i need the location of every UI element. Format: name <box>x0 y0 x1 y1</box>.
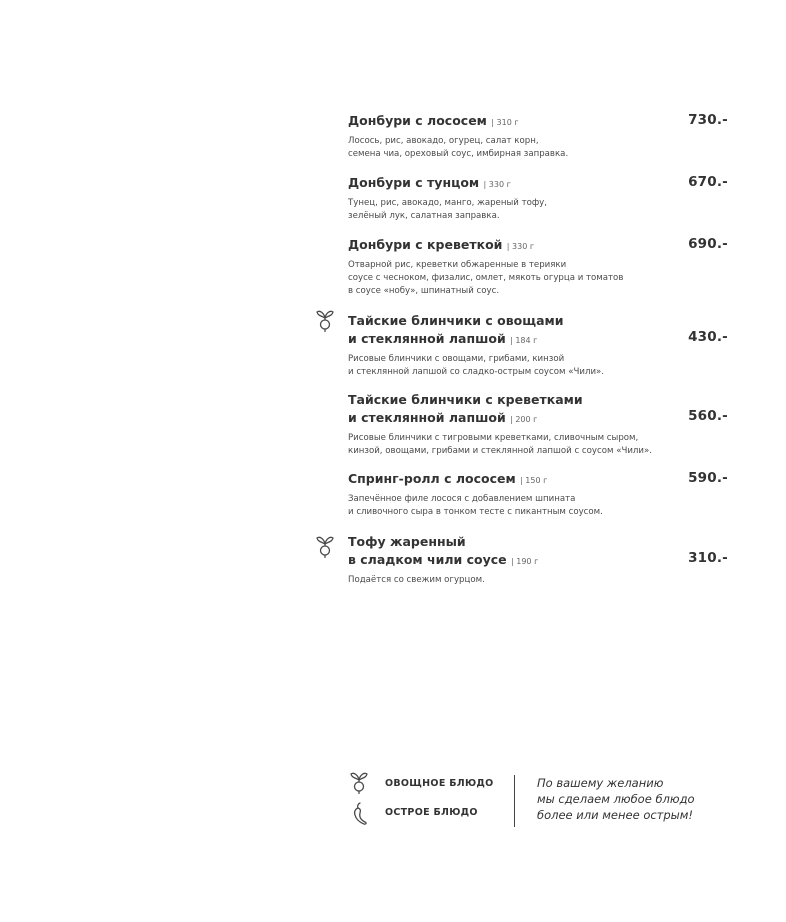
dish-weight: | 200 г <box>510 415 538 424</box>
spiciness-note: По вашему желанию мы сделаем любое блюдо более или менее острым! <box>537 776 695 822</box>
chili-pepper-icon <box>349 801 369 827</box>
radish-icon <box>315 534 335 558</box>
dish-description: Лосось, рис, авокадо, огурец, салат корн, семена чиа, ореховый соус, имбирная заправка. <box>348 136 569 159</box>
dish-description: Подаётся со свежим огурцом. <box>348 575 485 585</box>
dish-price: 670.- <box>688 174 728 190</box>
dish-name-line2: в сладком чили соусе | 190 г <box>348 552 539 567</box>
radish-icon <box>315 308 335 332</box>
dish-description: Рисовые блинчики с овощами, грибами, кинзой и стеклянной лапшой со сладко-острым соусом «Чили». <box>348 354 605 377</box>
dish-weight: | 330 г <box>506 242 535 251</box>
dish-description: Запечённое филе лосося с добавлением шпината и сливочного сыра в тонком тесте с пикантным соусом. <box>348 494 603 517</box>
dish-name: Тайские блинчики с креветками <box>348 392 583 407</box>
dish-price: 430.- <box>688 329 728 345</box>
dish-name: Тофу жаренный <box>348 534 466 549</box>
menu-item <box>348 112 728 161</box>
dish-weight: | 310 г <box>491 118 519 127</box>
dish-name: Спринг-ролл с лососем | 150 г <box>348 471 548 486</box>
dish-name-line2: и стеклянной лапшой | 184 г <box>348 331 538 346</box>
dish-weight: | 190 г <box>511 557 539 566</box>
dish-price: 690.- <box>688 236 728 252</box>
dish-price: 590.- <box>688 470 728 486</box>
legend-divider <box>514 775 515 827</box>
menu-item <box>348 391 728 458</box>
dish-name: Тайские блинчики с овощами <box>348 313 564 328</box>
menu-item <box>348 236 728 297</box>
menu-item <box>348 312 728 379</box>
legend-vegetarian-label: ОВОЩНОЕ БЛЮДО <box>385 778 494 789</box>
legend-spicy-label: ОСТРОЕ БЛЮДО <box>385 807 478 818</box>
dish-price: 310.- <box>688 550 728 566</box>
menu-item <box>348 470 728 519</box>
dish-name: Донбури с тунцом | 330 г <box>348 175 511 190</box>
dish-description: Тунец, рис, авокадо, манго, жареный тофу, зелёный лук, салатная заправка. <box>348 198 547 221</box>
menu-item <box>348 174 728 223</box>
dish-name: Донбури с лососем | 310 г <box>348 113 519 128</box>
dish-name-line2: и стеклянной лапшой | 200 г <box>348 410 538 425</box>
dish-name: Донбури с креветкой | 330 г <box>348 237 535 252</box>
dish-description: Рисовые блинчики с тигровыми креветками, сливочным сыром, кинзой, овощами, грибами и стеклянной лапшой с соусом «Чили». <box>348 433 653 456</box>
dish-weight: | 330 г <box>483 180 511 189</box>
menu-item <box>348 533 728 587</box>
dish-weight: | 184 г <box>510 336 538 345</box>
radish-icon <box>349 770 369 794</box>
dish-price: 560.- <box>688 408 728 424</box>
dish-description: Отварной рис, креветки обжаренные в терияки соусе с чесноком, физалис, омлет, мякоть огурца и томатов в соусе «нобу», шпинатный соус. <box>348 260 624 296</box>
dish-weight: | 150 г <box>520 476 548 485</box>
dish-price: 730.- <box>688 112 728 128</box>
